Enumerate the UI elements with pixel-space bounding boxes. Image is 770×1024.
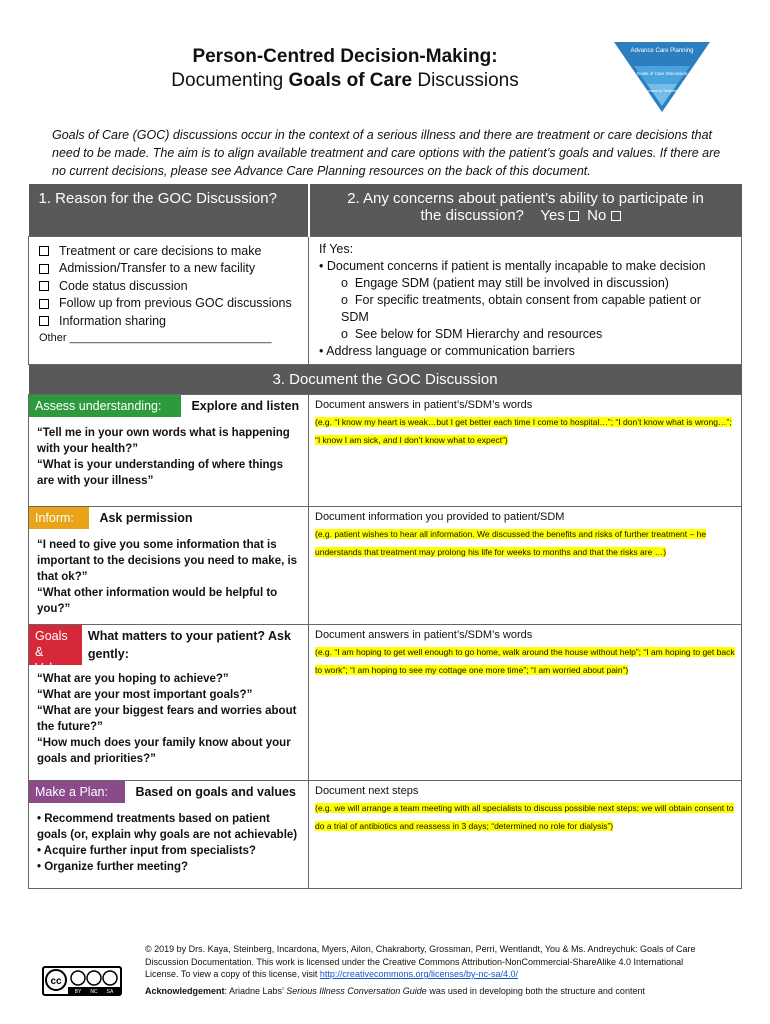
plan-doc[interactable]: Document next steps (e.g. we will arrange a team meeting with all specialists to discuss possible next steps; we will obtain consent to do a trial of antibiotics and reassess in 3 days; “determined no role for dialysis”): [309, 780, 742, 888]
reason-option[interactable]: Information sharing: [39, 313, 298, 331]
intro-text: Goals of Care (GOC) discussions occur in the context of a serious illness and there are treatment or care decisions that need to be made. The aim is to align available treatment and care options with the patient’s goals and values. If there are no current decisions, please see Advance Care Planning resources on the back of this document.: [52, 128, 721, 178]
section2-heading: 2. Any concerns about patient’s ability to participate in the discussion? Yes No: [347, 190, 704, 224]
checkbox[interactable]: [39, 316, 49, 326]
assess-doc[interactable]: Document answers in patient’s/SDM’s words (e.g. “I know my heart is weak…but I get better each time I come to hospital…”; “I don’t know what is wrong…”; “I know I am sick, and I don’t know what to expect”): [309, 394, 742, 506]
checkbox[interactable]: [39, 299, 49, 309]
svg-text:SA: SA: [106, 989, 114, 994]
svg-text:BY: BY: [74, 989, 82, 994]
inform-row: Inform: Ask permission “I need to give you some information that is important to the decisions you need to make, is that ok?” “What other information would be helpful to you?”: [29, 506, 309, 624]
goals-row: Goals & Values: What matters to your patient? Ask gently: “What are you hoping to achieve?” “What are your most important goals?” “What are your biggest fears and worries about the future?” “How much does your family know about your goals and priorities?”: [29, 624, 309, 780]
checkbox[interactable]: [39, 281, 49, 291]
page-subtitle: Documenting Goals of Care Discussions: [171, 70, 519, 91]
reason-option[interactable]: Admission/Transfer to a new facility: [39, 260, 298, 278]
plan-row: Make a Plan: Based on goals and values • Recommend treatments based on patient goals (or, explain why goals are not achievable) • Acquire further input from specialists? • Organize further meeting?: [29, 780, 309, 888]
svg-text:NC: NC: [90, 989, 98, 994]
goc-form-table: [28, 184, 742, 889]
assess-tag: Assess understanding:: [29, 395, 181, 417]
creative-commons-logo: [42, 966, 122, 996]
section3-heading: 3. Document the GOC Discussion: [29, 364, 742, 394]
assess-row: Assess understanding: Explore and listen “Tell me in your own words what is happening with your health?” “What is your understanding of where things are with your illness”: [29, 394, 309, 506]
inform-doc[interactable]: Document information you provided to patient/SDM (e.g. patient wishes to hear all information. We discussed the benefits and risks of further treatment – he understands that treatment may prolong his life for weeks to months and that the risks are …): [309, 506, 742, 624]
license-link[interactable]: http://creativecommons.org/licenses/by-nc-sa/4.0/: [319, 969, 519, 979]
goals-doc[interactable]: Document answers in patient’s/SDM’s words (e.g. “I am hoping to get well enough to go home, walk around the house without help”; “I am hoping to get back to work”; “I am hoping to see my cottage one more time”; “I am worried about pain”): [309, 624, 742, 780]
svg-text:Consent to Treatment: Consent to Treatment: [645, 89, 679, 93]
checkbox[interactable]: [39, 264, 49, 274]
footer: © 2019 by Drs. Kaya, Steinberg, Incardona, Myers, Ailon, Chakraborty, Grossman, Perri, Wentlandt, You & Ms. Andreychuk: Goals of Care Discussion Documentation. This work is licensed under the Creative Commons Attribution-NonCommercial-ShareAlike 4.0 International License. To view a copy of this license, visit http://creativecommons.org/licenses/by-nc-sa/4.0/ Acknowledgement: Ariadne Labs’ Serious Illness Conversation Guide was used in developing both the structure and content: [145, 944, 696, 996]
reason-option[interactable]: Treatment or care decisions to make: [39, 243, 298, 261]
reason-option[interactable]: Follow up from previous GOC discussions: [39, 295, 298, 313]
section1-body: [29, 236, 309, 364]
goals-tag: Goals & Values:: [29, 625, 82, 665]
page-title: Person-Centred Decision-Making:: [192, 46, 498, 67]
checkbox[interactable]: [39, 246, 49, 256]
plan-tag: Make a Plan:: [29, 781, 125, 803]
svg-text:Goals of Care Discussion: Goals of Care Discussion: [636, 71, 688, 76]
yes-checkbox[interactable]: [569, 211, 579, 221]
svg-text:Advance Care Planning: Advance Care Planning: [630, 48, 694, 54]
acp-triangle-logo: [614, 42, 710, 112]
section1-heading: 1. Reason for the GOC Discussion?: [29, 184, 309, 236]
svg-text:cc: cc: [50, 976, 62, 987]
reason-option[interactable]: Code status discussion: [39, 278, 298, 296]
section2-body: If Yes: • Document concerns if patient is mentally incapable to make decision o Engage SDM (patient may still be involved in discussion) o For specific treatments, obtain consent from capable patient or SDM o See below for SDM Hierarchy and resources • Address language or communication barriers: [309, 236, 742, 364]
no-checkbox[interactable]: [611, 211, 621, 221]
inform-tag: Inform:: [29, 507, 89, 529]
other-field[interactable]: Other _________________________________: [39, 332, 272, 344]
